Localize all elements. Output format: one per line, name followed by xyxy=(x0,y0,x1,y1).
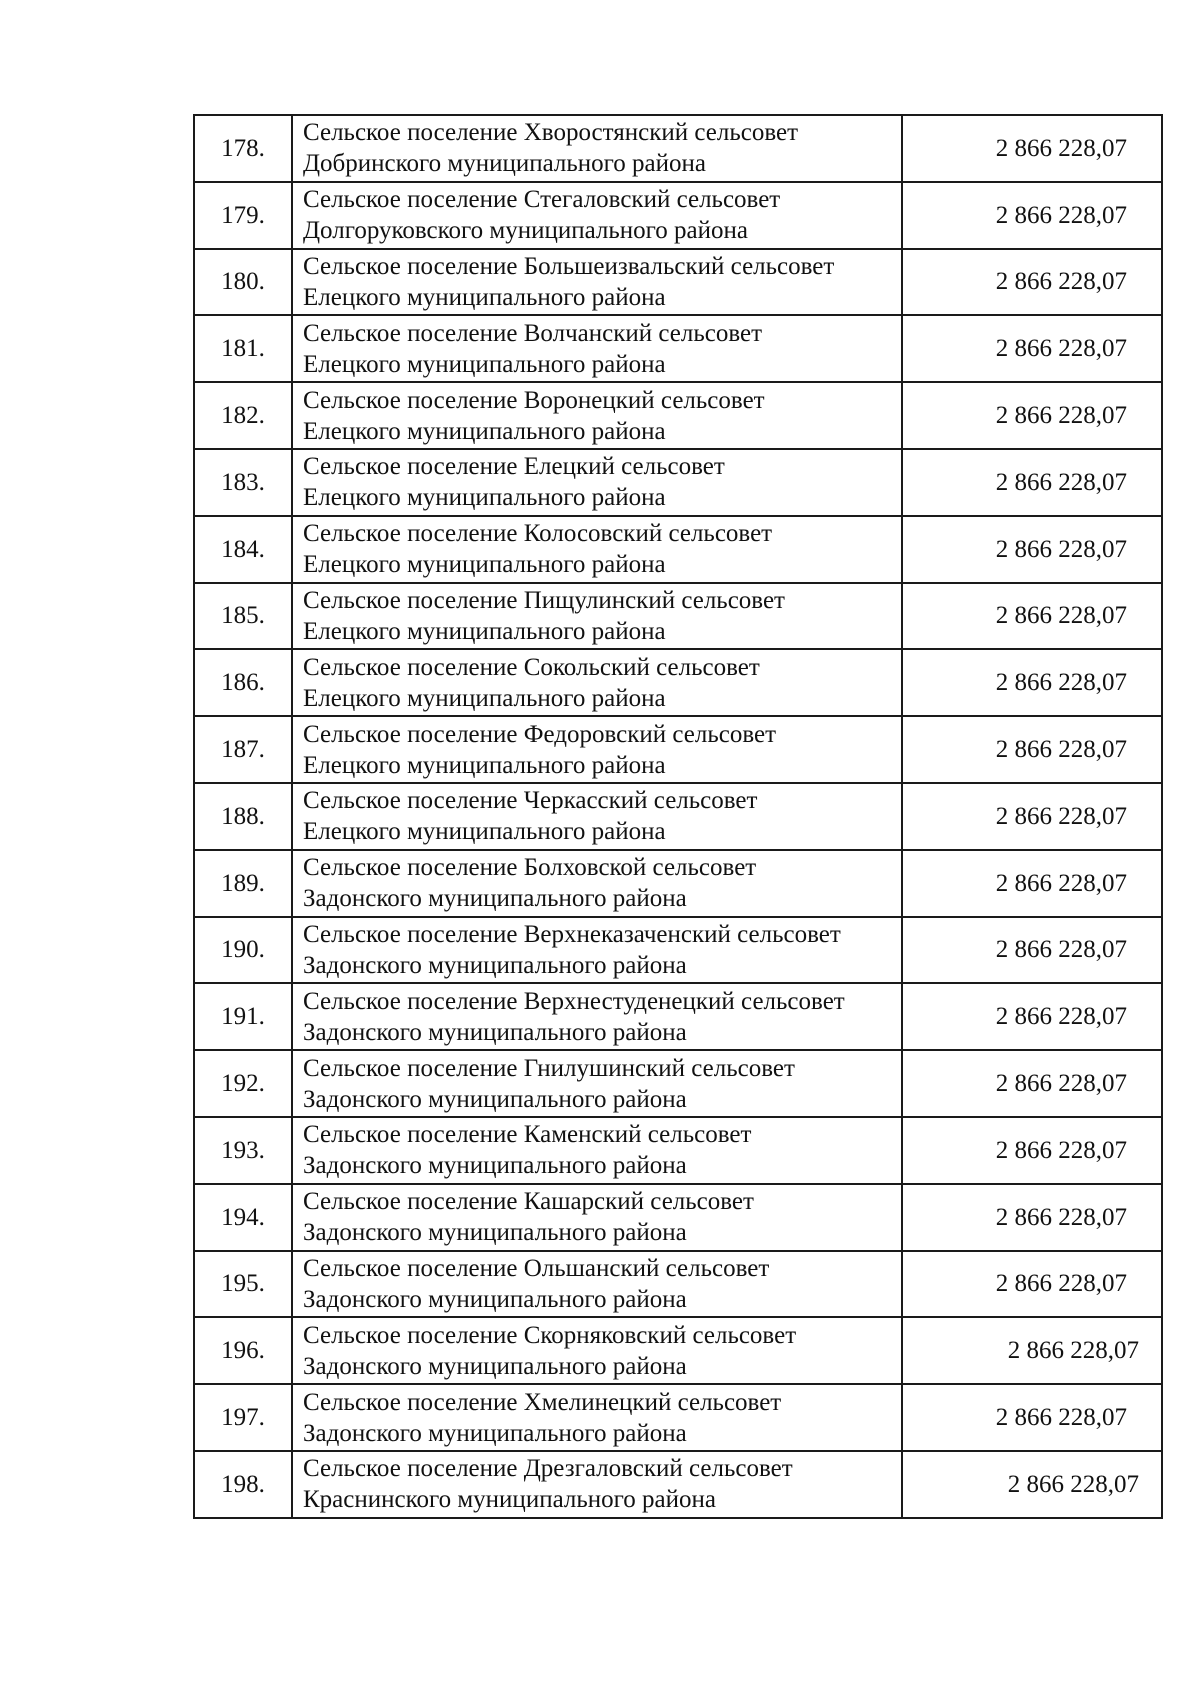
row-number: 188. xyxy=(194,783,292,850)
amount-cell: 2 866 228,07 xyxy=(902,249,1162,316)
settlement-name-line: Сельское поселение Верхнеказаченский сельсовет xyxy=(303,920,841,948)
district-name-line: Задонского муниципального района xyxy=(303,1018,687,1046)
district-name-line: Елецкого муниципального района xyxy=(303,551,666,579)
district-name-line: Добринского муниципального района xyxy=(303,150,707,178)
settlement-name xyxy=(292,315,902,382)
settlement-name xyxy=(292,850,902,917)
row-number: 191. xyxy=(194,983,292,1050)
settlement-name xyxy=(292,783,902,850)
row-number: 186. xyxy=(194,649,292,716)
table-row xyxy=(194,1050,1162,1117)
settlement-name-line: Сельское поселение Каменский сельсовет xyxy=(303,1121,752,1149)
settlement-name xyxy=(292,115,902,182)
row-number: 178. xyxy=(194,115,292,182)
row-number: 179. xyxy=(194,182,292,249)
district-name-line: Елецкого муниципального района xyxy=(303,684,666,712)
settlement-name xyxy=(292,182,902,249)
amount-cell: 2 866 228,07 xyxy=(902,315,1162,382)
amount-cell: 2 866 228,07 xyxy=(902,583,1162,650)
table-row xyxy=(194,1384,1162,1451)
district-name-line: Задонского муниципального района xyxy=(303,1085,687,1113)
row-number: 193. xyxy=(194,1117,292,1184)
row-number: 189. xyxy=(194,850,292,917)
settlement-name xyxy=(292,1384,902,1451)
amount-cell: 2 866 228,07 xyxy=(902,716,1162,783)
amount-cell: 2 866 228,07 xyxy=(902,449,1162,516)
row-number: 190. xyxy=(194,917,292,984)
settlement-name-line: Сельское поселение Болховской сельсовет xyxy=(303,854,757,882)
settlement-name-line: Сельское поселение Федоровский сельсовет xyxy=(303,720,777,748)
table-row xyxy=(194,850,1162,917)
settlement-name-line: Сельское поселение Волчанский сельсовет xyxy=(303,319,763,347)
settlement-name xyxy=(292,1451,902,1518)
amount-cell: 2 866 228,07 xyxy=(902,382,1162,449)
settlement-name-line: Сельское поселение Черкасский сельсовет xyxy=(303,787,758,815)
district-name-line: Елецкого муниципального района xyxy=(303,417,666,445)
amount-cell: 2 866 228,07 xyxy=(902,783,1162,850)
district-name-line: Елецкого муниципального района xyxy=(303,818,666,846)
settlement-name-line: Сельское поселение Стегаловский сельсовет xyxy=(303,186,781,214)
table-row xyxy=(194,983,1162,1050)
district-name-line: Елецкого муниципального района xyxy=(303,484,666,512)
settlement-name-line: Сельское поселение Верхнестуденецкий сельсовет xyxy=(303,987,845,1015)
settlement-name xyxy=(292,649,902,716)
settlement-name-line: Сельское поселение Колосовский сельсовет xyxy=(303,520,773,548)
table-row xyxy=(194,382,1162,449)
settlement-name-line: Сельское поселение Ольшанский сельсовет xyxy=(303,1254,770,1282)
amount-cell: 2 866 228,07 xyxy=(902,850,1162,917)
district-name-line: Задонского муниципального района xyxy=(303,1219,687,1247)
settlement-name-line: Сельское поселение Сокольский сельсовет xyxy=(303,653,760,681)
district-name-line: Елецкого муниципального района xyxy=(303,350,666,378)
row-number: 198. xyxy=(194,1451,292,1518)
settlement-name-line: Сельское поселение Скорняковский сельсовет xyxy=(303,1321,797,1349)
settlement-name-line: Сельское поселение Гнилушинский сельсовет xyxy=(303,1054,795,1082)
table-row xyxy=(194,716,1162,783)
row-number: 196. xyxy=(194,1317,292,1384)
amount-cell: 2 866 228,07 xyxy=(902,1451,1162,1518)
row-number: 181. xyxy=(194,315,292,382)
table-row xyxy=(194,315,1162,382)
settlement-name-line: Сельское поселение Хмелинецкий сельсовет xyxy=(303,1388,782,1416)
table-row xyxy=(194,783,1162,850)
row-number: 180. xyxy=(194,249,292,316)
settlement-name xyxy=(292,449,902,516)
district-name-line: Задонского муниципального района xyxy=(303,1352,687,1380)
settlement-name xyxy=(292,249,902,316)
settlement-name xyxy=(292,983,902,1050)
amount-cell: 2 866 228,07 xyxy=(902,917,1162,984)
settlement-name xyxy=(292,382,902,449)
settlement-name xyxy=(292,583,902,650)
settlement-name xyxy=(292,1184,902,1251)
amount-cell: 2 866 228,07 xyxy=(902,115,1162,182)
table-row xyxy=(194,1117,1162,1184)
settlement-name-line: Сельское поселение Хворостянский сельсовет xyxy=(303,119,799,147)
settlement-name-line: Сельское поселение Большеизвальский сельсовет xyxy=(303,252,835,280)
settlement-name-line: Сельское поселение Воронецкий сельсовет xyxy=(303,386,765,414)
row-number: 192. xyxy=(194,1050,292,1117)
amount-cell: 2 866 228,07 xyxy=(902,983,1162,1050)
amount-cell: 2 866 228,07 xyxy=(902,1117,1162,1184)
amount-cell: 2 866 228,07 xyxy=(902,1050,1162,1117)
amount-cell: 2 866 228,07 xyxy=(902,649,1162,716)
settlement-name-line: Сельское поселение Дрезгаловский сельсовет xyxy=(303,1455,793,1483)
district-name-line: Задонского муниципального района xyxy=(303,885,687,913)
settlement-name xyxy=(292,716,902,783)
settlement-name xyxy=(292,1317,902,1384)
table-row xyxy=(194,516,1162,583)
amount-cell: 2 866 228,07 xyxy=(902,1184,1162,1251)
district-name-line: Задонского муниципального района xyxy=(303,1152,687,1180)
amount-cell: 2 866 228,07 xyxy=(902,182,1162,249)
amount-cell: 2 866 228,07 xyxy=(902,1251,1162,1318)
amount-cell: 2 866 228,07 xyxy=(902,1317,1162,1384)
row-number: 197. xyxy=(194,1384,292,1451)
row-number: 184. xyxy=(194,516,292,583)
table-row xyxy=(194,115,1162,182)
settlement-name-line: Сельское поселение Пищулинский сельсовет xyxy=(303,586,785,614)
table-row xyxy=(194,649,1162,716)
row-number: 187. xyxy=(194,716,292,783)
district-name-line: Елецкого муниципального района xyxy=(303,617,666,645)
row-number: 183. xyxy=(194,449,292,516)
row-number: 194. xyxy=(194,1184,292,1251)
table-row xyxy=(194,1451,1162,1518)
table-row xyxy=(194,1251,1162,1318)
allocation-table-body xyxy=(194,115,1162,1518)
row-number: 182. xyxy=(194,382,292,449)
settlement-name-line: Сельское поселение Кашарский сельсовет xyxy=(303,1188,754,1216)
district-name-line: Краснинского муниципального района xyxy=(303,1486,716,1514)
amount-cell: 2 866 228,07 xyxy=(902,516,1162,583)
row-number: 195. xyxy=(194,1251,292,1318)
table-row xyxy=(194,249,1162,316)
district-name-line: Елецкого муниципального района xyxy=(303,751,666,779)
settlement-name xyxy=(292,1117,902,1184)
district-name-line: Задонского муниципального района xyxy=(303,951,687,979)
settlement-name xyxy=(292,1050,902,1117)
settlement-name xyxy=(292,917,902,984)
table-row xyxy=(194,583,1162,650)
allocation-table xyxy=(193,114,1163,1519)
table-row xyxy=(194,1184,1162,1251)
district-name-line: Елецкого муниципального района xyxy=(303,283,666,311)
settlement-name xyxy=(292,1251,902,1318)
amount-cell: 2 866 228,07 xyxy=(902,1384,1162,1451)
district-name-line: Задонского муниципального района xyxy=(303,1419,687,1447)
district-name-line: Долгоруковского муниципального района xyxy=(303,217,749,245)
table-row xyxy=(194,917,1162,984)
row-number: 185. xyxy=(194,583,292,650)
settlement-name xyxy=(292,516,902,583)
district-name-line: Задонского муниципального района xyxy=(303,1285,687,1313)
table-row xyxy=(194,1317,1162,1384)
table-row xyxy=(194,182,1162,249)
table-row xyxy=(194,449,1162,516)
settlement-name-line: Сельское поселение Елецкий сельсовет xyxy=(303,453,725,481)
